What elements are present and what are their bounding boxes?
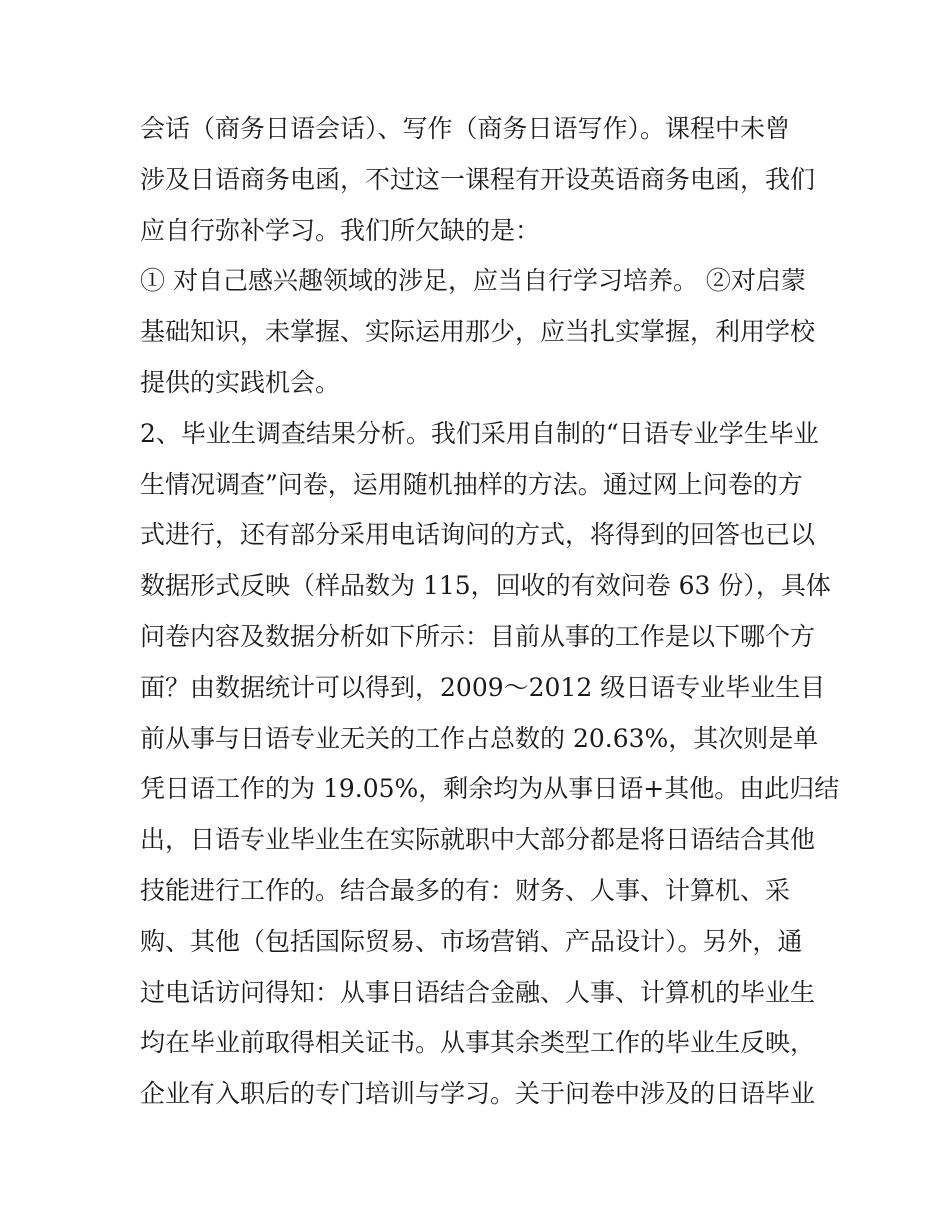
text-line: 基础知识，未掌握、实际运用那少，应当扎实掌握，利用学校 [140, 317, 816, 347]
text-line: 前从事与日语专业无关的工作占总数的 20.63%，其次则是单 [140, 723, 819, 753]
text-line: 均在毕业前取得相关证书。从事其余类型工作的毕业生反映， [140, 1028, 816, 1058]
text-line: 会话（商务日语会话）、写作（商务日语写作）。课程中未曾 [140, 114, 791, 143]
text-line: 数据形式反映（样品数为 115，回收的有效问卷 63 份），具体 [140, 571, 831, 601]
text-line: 问卷内容及数据分析如下所示：目前从事的工作是以下哪个方 [140, 621, 816, 651]
text-line: 提供的实践机会。 [140, 367, 341, 397]
text-line: 购、其他（包括国际贸易、市场营销、产品设计）。另外，通 [140, 926, 803, 956]
text-line: 凭日语工作的为 19.05%，剩余均为从事日语+其他。由此归结 [140, 774, 840, 804]
text-line: 2、毕业生调查结果分析。我们采用自制的“日语专业学生毕业 [140, 418, 819, 448]
text-line: 企业有入职后的专门培训与学习。关于问卷中涉及的日语毕业 [140, 1079, 816, 1109]
text-line: 过电话访问得知：从事日语结合金融、人事、计算机的毕业生 [140, 977, 816, 1007]
text-line: 生情况调查”问卷，运用随机抽样的方法。通过网上问卷的方 [140, 469, 803, 499]
text-line: 技能进行工作的。结合最多的有：财务、人事、计算机、采 [140, 875, 791, 905]
text-line: ① 对自己感兴趣领域的涉足，应当自行学习培养。 ②对启蒙 [140, 266, 806, 296]
body-text [140, 104, 840, 1120]
text-line: 式进行，还有部分采用电话询问的方式，将得到的回答也已以 [140, 520, 816, 550]
text-line: 应自行弥补学习。我们所欠缺的是： [140, 215, 541, 245]
text-line: 涉及日语商务电函，不过这一课程有开设英语商务电函，我们 [140, 164, 816, 194]
text-line: 面？由数据统计可以得到，2009～2012 级日语专业毕业生目 [140, 672, 826, 702]
text-line: 出，日语专业毕业生在实际就职中大部分都是将日语结合其他 [140, 825, 816, 855]
